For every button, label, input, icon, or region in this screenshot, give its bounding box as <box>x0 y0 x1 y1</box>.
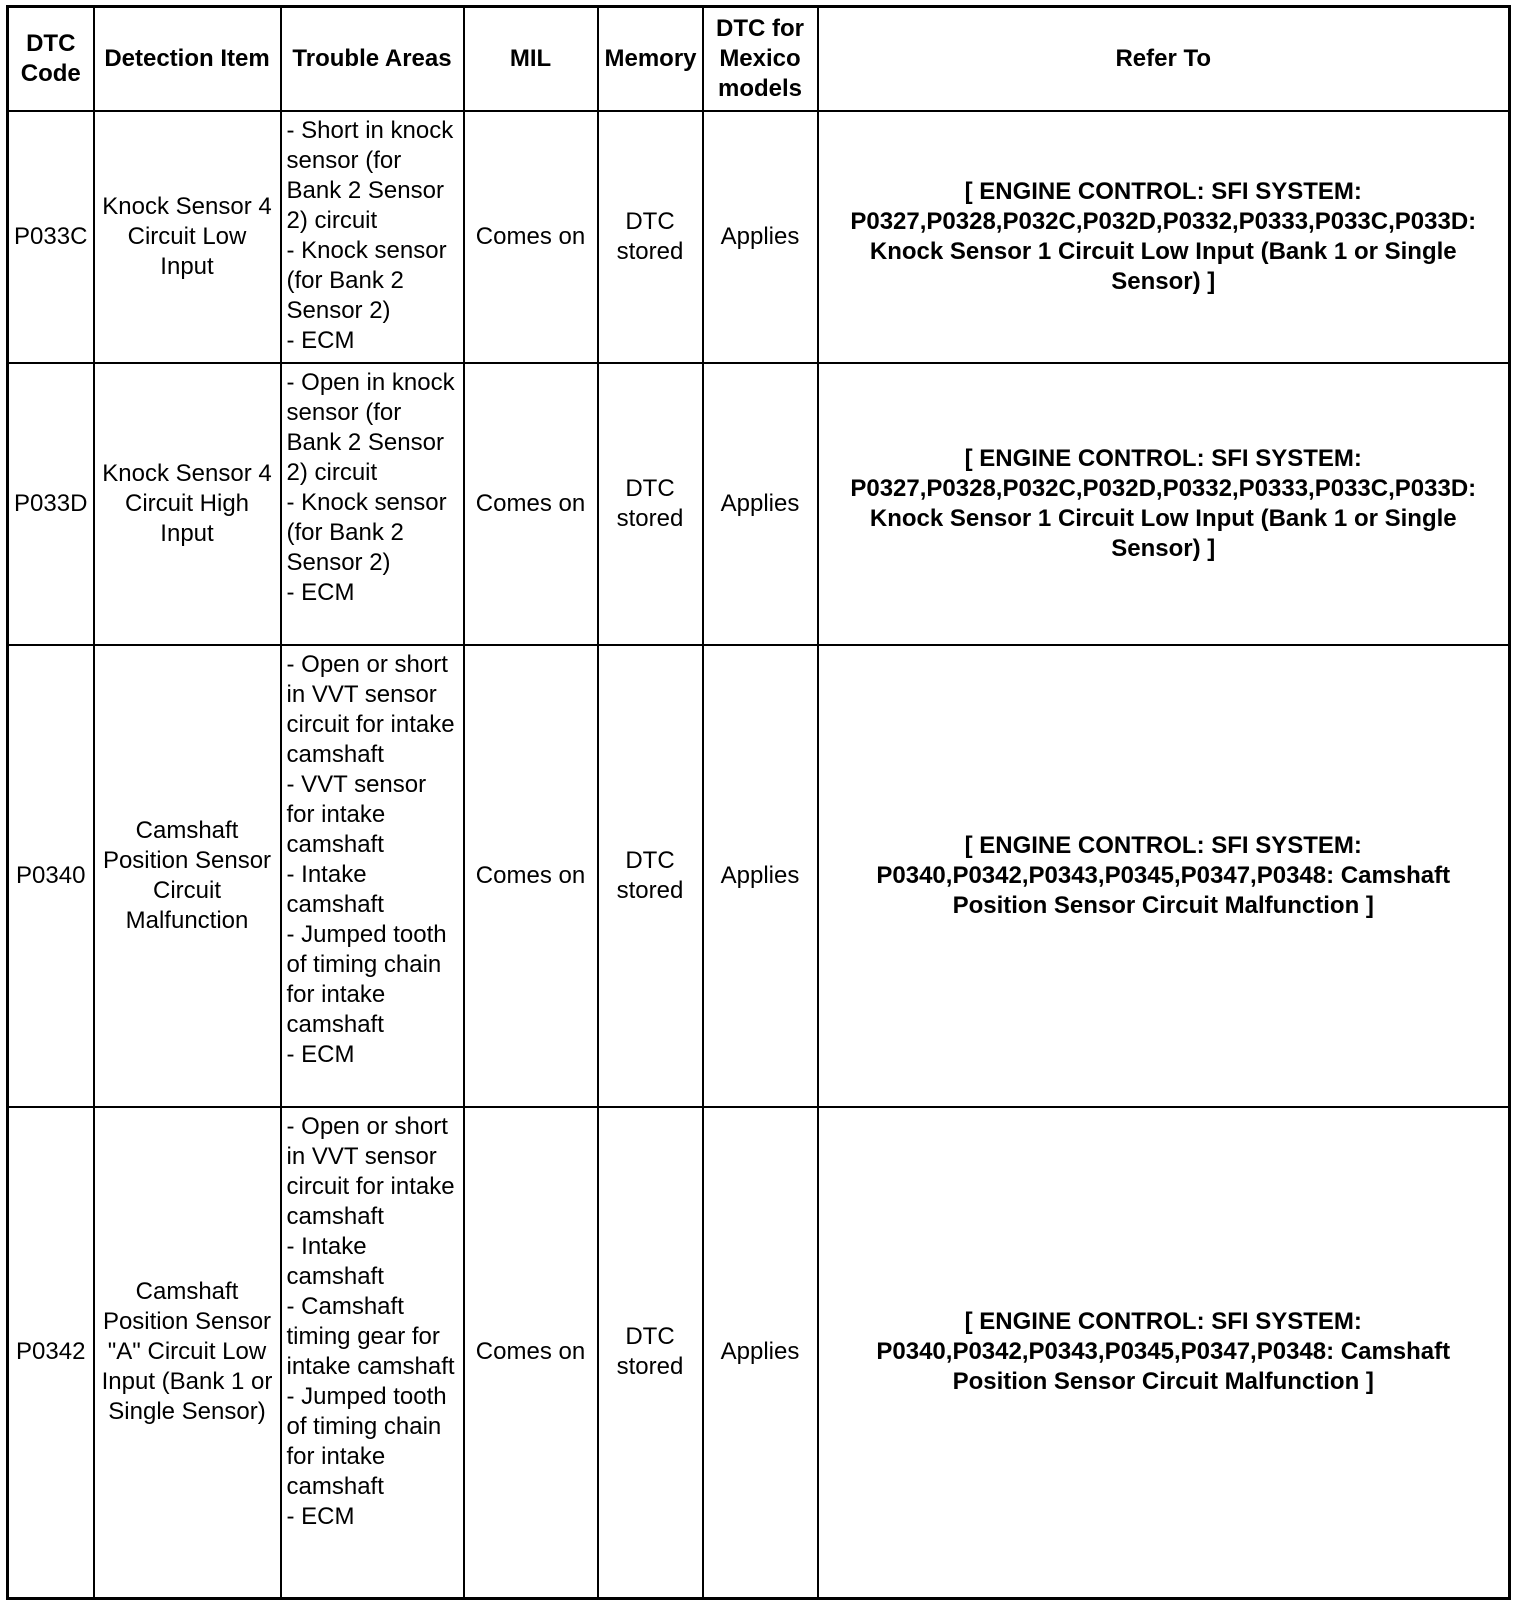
dtc-code-cell: P0342 <box>8 1107 94 1599</box>
refer-to-cell: [ ENGINE CONTROL: SFI SYSTEM: P0327,P0328,P032C,P032D,P0332,P0333,P033C,P033D: Knock Sensor 1 Circuit Low Input (Bank 1 or Single Sensor) ] <box>818 363 1510 645</box>
detection-item-cell: Knock Sensor 4 Circuit High Input <box>94 363 281 645</box>
header-refer-to: Refer To <box>818 7 1510 111</box>
memory-cell: DTC stored <box>598 111 703 363</box>
refer-to-cell: [ ENGINE CONTROL: SFI SYSTEM: P0327,P0328,P032C,P032D,P0332,P0333,P033C,P033D: Knock Sensor 1 Circuit Low Input (Bank 1 or Single Sensor) ] <box>818 111 1510 363</box>
mil-cell: Comes on <box>464 645 598 1107</box>
memory-cell: DTC stored <box>598 645 703 1107</box>
detection-item-cell: Camshaft Position Sensor Circuit Malfunction <box>94 645 281 1107</box>
table-header-row <box>8 7 1510 111</box>
header-memory: Memory <box>598 7 703 111</box>
table-row <box>8 363 1510 645</box>
header-dtc-code: DTC Code <box>8 7 94 111</box>
header-mil: MIL <box>464 7 598 111</box>
table-row <box>8 111 1510 363</box>
detection-item-cell: Camshaft Position Sensor "A" Circuit Low Input (Bank 1 or Single Sensor) <box>94 1107 281 1599</box>
memory-cell: DTC stored <box>598 1107 703 1599</box>
trouble-areas-cell: - Open in knock sensor (for Bank 2 Sensor 2) circuit - Knock sensor (for Bank 2 Sensor 2) - ECM <box>281 363 464 645</box>
mexico-cell: Applies <box>703 363 818 645</box>
mexico-cell: Applies <box>703 645 818 1107</box>
dtc-table <box>6 5 1511 1600</box>
mexico-cell: Applies <box>703 111 818 363</box>
mil-cell: Comes on <box>464 1107 598 1599</box>
header-mexico: DTC for Mexico models <box>703 7 818 111</box>
trouble-areas-cell: - Short in knock sensor (for Bank 2 Sensor 2) circuit - Knock sensor (for Bank 2 Sensor 2) - ECM <box>281 111 464 363</box>
dtc-code-cell: P033D <box>8 363 94 645</box>
dtc-code-cell: P0340 <box>8 645 94 1107</box>
dtc-code-cell: P033C <box>8 111 94 363</box>
mil-cell: Comes on <box>464 363 598 645</box>
table-row <box>8 1107 1510 1599</box>
table-row <box>8 645 1510 1107</box>
refer-to-cell: [ ENGINE CONTROL: SFI SYSTEM: P0340,P0342,P0343,P0345,P0347,P0348: Camshaft Position Sensor Circuit Malfunction ] <box>818 1107 1510 1599</box>
memory-cell: DTC stored <box>598 363 703 645</box>
refer-to-cell: [ ENGINE CONTROL: SFI SYSTEM: P0340,P0342,P0343,P0345,P0347,P0348: Camshaft Position Sensor Circuit Malfunction ] <box>818 645 1510 1107</box>
detection-item-cell: Knock Sensor 4 Circuit Low Input <box>94 111 281 363</box>
header-detection-item: Detection Item <box>94 7 281 111</box>
trouble-areas-cell: - Open or short in VVT sensor circuit for intake camshaft - VVT sensor for intake camshaft - Intake camshaft - Jumped tooth of timing chain for intake camshaft - ECM <box>281 645 464 1107</box>
mexico-cell: Applies <box>703 1107 818 1599</box>
header-trouble-areas: Trouble Areas <box>281 7 464 111</box>
mil-cell: Comes on <box>464 111 598 363</box>
trouble-areas-cell: - Open or short in VVT sensor circuit for intake camshaft - Intake camshaft - Camshaft timing gear for intake camshaft - Jumped tooth of timing chain for intake camshaft - ECM <box>281 1107 464 1599</box>
